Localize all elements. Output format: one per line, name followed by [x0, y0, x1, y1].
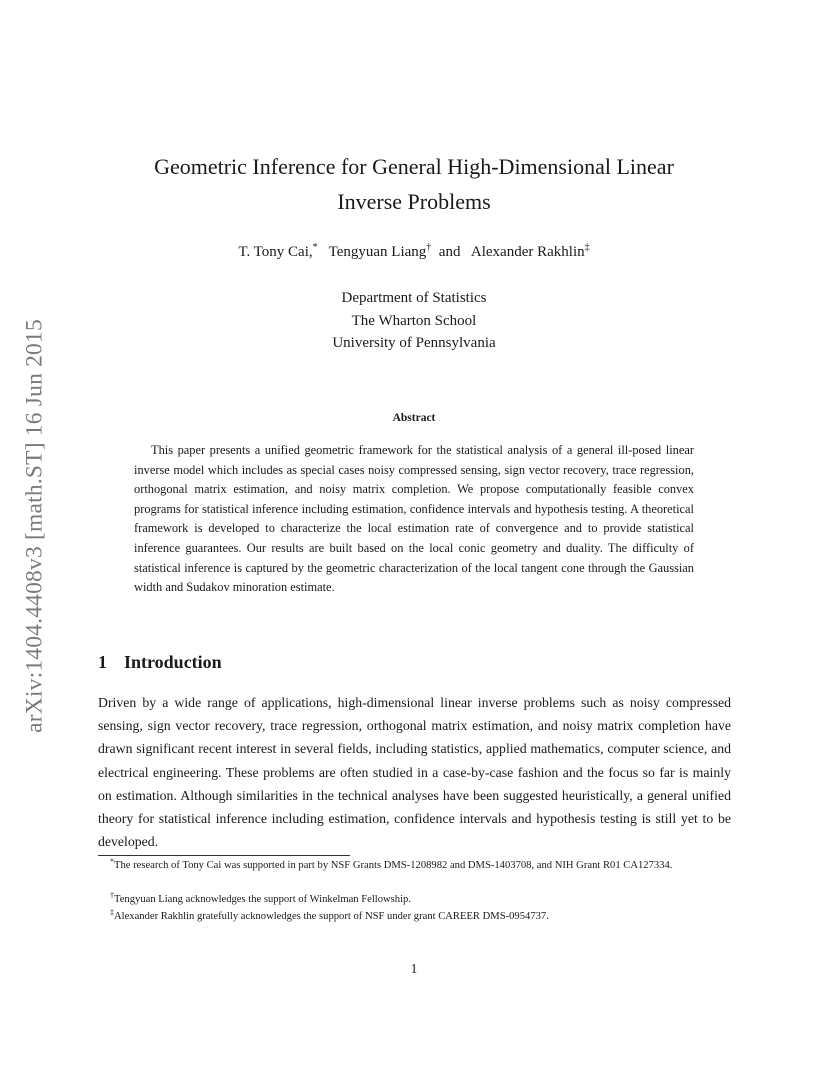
affiliation-school: The Wharton School [351, 313, 477, 329]
affiliation-university: University of Pennsylvania [332, 335, 496, 351]
footnote [98, 908, 731, 925]
footnote-mark: ‡ [110, 908, 114, 917]
author-connector: and [438, 244, 461, 260]
footnote-text: Tengyuan Liang acknowledges the support of Winkelman Fellowship. [114, 894, 411, 905]
author-name: Alexander Rakhlin [470, 244, 585, 260]
author-name: Tengyuan Liang [328, 244, 427, 260]
author-list [0, 241, 828, 263]
section-title: Introduction [124, 652, 222, 672]
footnote-divider [98, 855, 350, 856]
paper-title-line-1: Geometric Inference for General High-Dimensional Linear [154, 154, 674, 179]
abstract-heading: Abstract [392, 412, 436, 424]
abstract-text: This paper presents a unified geometric framework for the statistical analysis of a general ill-posed linear inverse model which includes as special cases noisy compressed sensing, sign vector recovery, trace regression, orthogonal matrix estimation, and noisy matrix completion. We propose computationally feasible convex programs for statistical inference including estimation, confidence intervals and hypothesis testing. A theoretical framework is developed to characterize the local estimation rate of convergence and to provide statistical inference guarantees. Our results are built based on the local conic geometry and duality. The difficulty of statistical inference is captured by the geometric characterization of the local tangent cone through the Gaussian width and Sudakov minoration estimate. [134, 443, 694, 595]
footnote-text: The research of Tony Cai was supported in part by NSF Grants DMS-1208982 and DMS-1403708, and NIH Grant R01 CA127334. [114, 860, 673, 871]
footnote-mark: * [110, 857, 114, 866]
page-number: 1 [410, 961, 418, 976]
footnote [98, 891, 731, 908]
arxiv-identifier-stamp: arXiv:1404.4408v3 [math.ST] 16 Jun 2015 [21, 319, 48, 733]
affiliation-department: Department of Statistics [341, 290, 487, 306]
author-footnote-mark: † [426, 242, 432, 253]
author-name: T. Tony Cai, [238, 244, 313, 260]
section-heading [98, 650, 222, 674]
section-number: 1 [98, 652, 107, 672]
footnote-text: Alexander Rakhlin gratefully acknowledges the support of NSF under grant CAREER DMS-0954737. [114, 911, 549, 922]
paper-title-line-2: Inverse Problems [337, 189, 491, 214]
author-footnote-mark: * [312, 242, 318, 253]
author-footnote-mark: ‡ [584, 242, 590, 253]
footnote-mark: † [110, 891, 114, 900]
intro-paragraph: Driven by a wide range of applications, high-dimensional linear inverse problems such as noisy compressed sensing, sign vector recovery, trace regression, orthogonal matrix estimation, and noisy matrix completion have drawn significant recent interest in several fields, including statistics, applied mathematics, computer science, and electrical engineering. These problems are often studied in a case-by-case fashion and the focus so far is mainly on estimation. Although similarities in the technical analyses have been suggested heuristically, a general unified theory for statistical inference including estimation, confidence intervals and hypothesis testing is still yet to be developed. [98, 695, 731, 850]
footnote [98, 857, 731, 874]
